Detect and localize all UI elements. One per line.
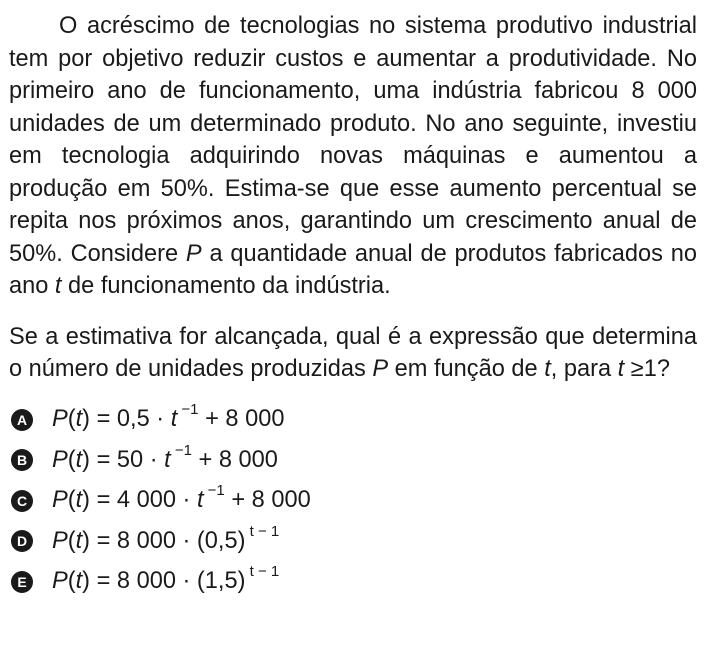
option-expression: P(t) = 4 000 · t $^{-1}$ + 8 000 — [52, 482, 311, 514]
text-segment: ≥1? — [624, 356, 670, 382]
option-letter-badge: A — [11, 409, 33, 431]
option-expression: P(t) = 0,5 · t $^{-1}$ + 8 000 — [52, 401, 285, 433]
text-segment: a quantidade anual de produtos fabricados no ano — [9, 240, 697, 299]
option-d[interactable] — [9, 521, 697, 562]
text-segment: O acréscimo de tecnologias no sistema produtivo industrial tem por objetivo reduzir custos e aumentar a produtividade. No primeiro ano de funcionamento, uma indústria fabricou 8 000 unidades de um determinado produto. No ano seguinte, investiu em tecnologia adquirindo novas máquinas e aumentou a produção em 50%. Estima-se que esse aumento percentual se repita nos próximos anos, garantindo um crescimento anual de 50%. Considere — [9, 13, 697, 267]
option-expression: P(t) = 50 · t $^{-1}$ + 8 000 — [52, 441, 278, 473]
text-segment: Se a estimativa for alcançada, qual é a expressão que determina o número de unidades produzidas — [9, 323, 697, 382]
option-expression: P(t) = 8 000 · (1,5) $^{t - 1}$ — [52, 563, 280, 595]
variable-t: t — [544, 356, 551, 382]
option-a[interactable] — [9, 400, 697, 441]
text-segment: , para — [550, 356, 618, 382]
answer-options — [9, 400, 697, 603]
option-b[interactable] — [9, 440, 697, 481]
question-paragraph-2 — [9, 321, 697, 386]
option-e[interactable] — [9, 562, 697, 603]
variable-p: P — [372, 356, 389, 382]
option-letter-badge: B — [11, 449, 33, 471]
variable-t: t — [617, 356, 625, 382]
variable-t: t — [54, 273, 62, 299]
option-letter-badge: C — [11, 490, 33, 512]
option-letter-badge: D — [11, 530, 33, 552]
question-paragraph-1 — [9, 10, 697, 303]
option-letter-badge: E — [11, 571, 33, 593]
text-segment: em função de — [388, 356, 545, 382]
option-c[interactable] — [9, 481, 697, 522]
option-expression: P(t) = 8 000 · (0,5) $^{t - 1}$ — [52, 522, 280, 554]
text-segment: de funcionamento da indústria. — [61, 273, 391, 299]
variable-p: P — [185, 240, 202, 267]
